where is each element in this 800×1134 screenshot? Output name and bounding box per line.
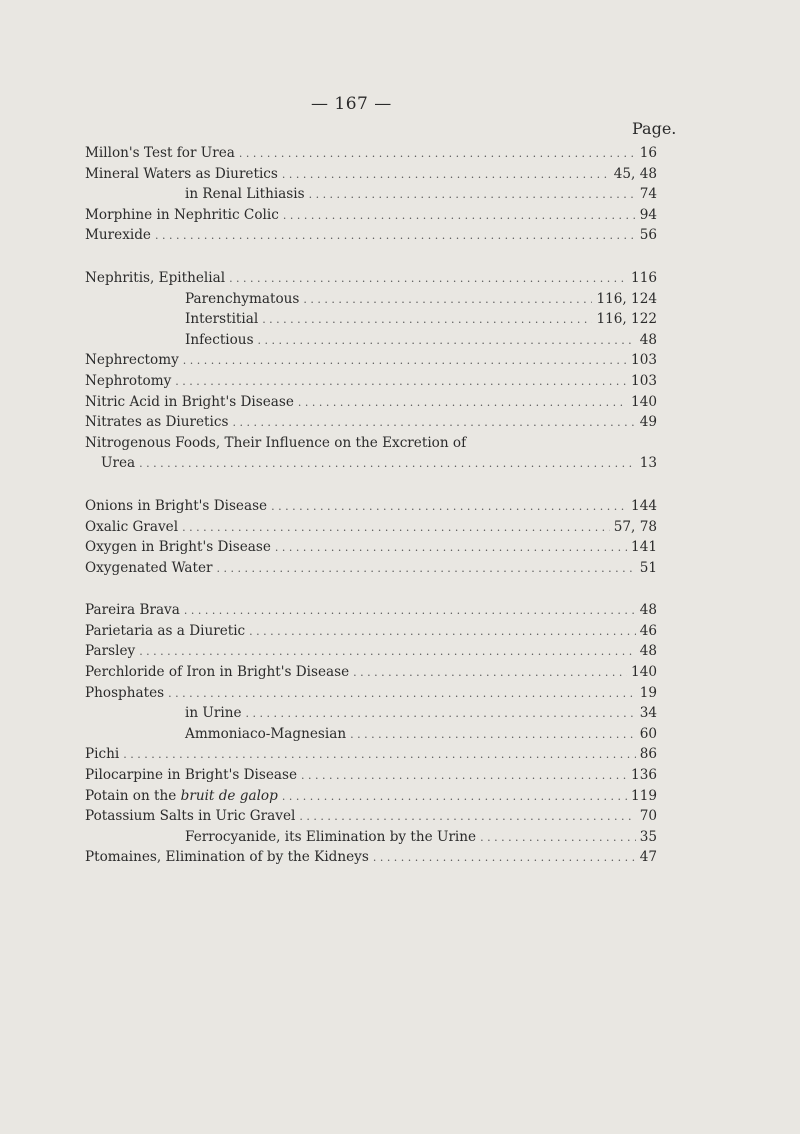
dot-leader (183, 351, 627, 372)
entry-pages: 56 (639, 227, 657, 244)
entry-label: Oxygenated Water (85, 559, 213, 576)
index-entry (85, 412, 657, 433)
group-spacer (85, 246, 657, 268)
index-entry (85, 724, 657, 745)
dot-leader (182, 518, 610, 539)
index-entry (85, 847, 657, 868)
entry-label: Pichi (85, 746, 120, 763)
entry-pages: 13 (639, 455, 657, 472)
entry-label: Pareira Brava (85, 602, 180, 619)
index-entry (85, 537, 657, 558)
entry-pages: 140 (631, 664, 657, 681)
entry-label: Nitrogenous Foods, Their Influence on the Excretion of (85, 434, 467, 451)
index-entry (85, 453, 657, 474)
index-entry (85, 309, 657, 330)
entry-pages: 116, 122 (596, 311, 657, 328)
entry-label: Ferrocyanide, its Elimination by the Urine (185, 828, 477, 845)
entry-pages: 94 (639, 206, 657, 223)
index-entry (85, 558, 657, 579)
index-entry (85, 517, 657, 538)
entry-pages: 144 (631, 497, 657, 514)
index-entry (85, 143, 657, 164)
index-entry (85, 164, 657, 185)
index-entry (85, 786, 657, 807)
index-entry (85, 268, 657, 289)
entry-label: Onions in Bright's Disease (85, 497, 268, 514)
entry-label: Oxalic Gravel (85, 518, 179, 535)
entry-label: Nephritis, Epithelial (85, 269, 226, 286)
entry-pages: 119 (631, 787, 657, 804)
index-entry (85, 744, 657, 765)
entry-pages: 47 (639, 849, 657, 866)
dot-leader (229, 269, 627, 290)
entry-label: Nephrotomy (85, 372, 172, 389)
entry-pages: 60 (639, 725, 657, 742)
dot-leader (175, 372, 627, 393)
index-entry (85, 350, 657, 371)
dot-leader (373, 848, 636, 869)
entry-label: Infectious (185, 331, 254, 348)
dot-leader (298, 393, 627, 414)
entry-label: Phosphates (85, 684, 165, 701)
entry-label: Oxygen in Bright's Disease (85, 539, 271, 556)
entry-pages: 51 (639, 559, 657, 576)
index-entry (85, 371, 657, 392)
index-entry (85, 289, 657, 310)
entry-label: Murexide (85, 227, 151, 244)
entry-label: Pilocarpine in Bright's Disease (85, 767, 298, 784)
dot-leader (168, 684, 636, 705)
entry-pages: 116, 124 (596, 290, 657, 307)
entry-label: Nitrates as Diuretics (85, 414, 229, 431)
entry-pages: 57, 78 (613, 518, 657, 535)
index-entry (85, 806, 657, 827)
dot-leader (275, 538, 627, 559)
index-entry (85, 662, 657, 683)
index-entry (85, 433, 657, 454)
index-entry (85, 225, 657, 246)
entry-label: Morphine in Nephritic Colic (85, 206, 279, 223)
index-entries (85, 143, 657, 868)
entry-pages: 35 (639, 828, 657, 845)
entry-pages: 16 (639, 145, 657, 161)
index-entry (85, 641, 657, 662)
entry-pages: 48 (639, 331, 657, 348)
entry-label: Potain on the bruit de galop (85, 787, 278, 804)
dot-leader (282, 165, 610, 186)
entry-pages: 141 (631, 539, 657, 556)
dot-leader (184, 601, 636, 622)
dot-leader (301, 766, 627, 787)
entry-pages: 70 (639, 808, 657, 825)
dot-leader (480, 828, 636, 849)
entry-pages: 48 (639, 602, 657, 619)
dot-leader (353, 663, 627, 684)
index-entry (85, 621, 657, 642)
dot-leader (155, 226, 636, 247)
entry-pages: 116 (631, 269, 657, 286)
entry-label: Urea (101, 455, 136, 472)
index-entry (85, 765, 657, 786)
dot-leader (139, 454, 636, 475)
index-entry (85, 184, 657, 205)
dot-leader (139, 642, 636, 663)
dot-leader (246, 704, 636, 725)
dot-leader (232, 413, 635, 434)
entry-pages: 48 (639, 643, 657, 660)
index-entry (85, 496, 657, 517)
entry-pages: 103 (631, 372, 657, 389)
entry-label: Nephrectomy (85, 352, 179, 369)
dot-leader (350, 725, 636, 746)
entry-pages: 46 (639, 622, 657, 639)
entry-pages: 74 (639, 186, 657, 203)
dot-leader (309, 185, 636, 206)
entry-pages: 34 (639, 705, 657, 722)
entry-label: in Renal Lithiasis (185, 186, 305, 203)
entry-label: in Urine (185, 705, 242, 722)
page-number: — 167 — (311, 94, 392, 114)
dot-leader (299, 807, 635, 828)
entry-pages: 19 (639, 684, 657, 701)
entry-label: Parsley (85, 643, 136, 660)
dot-leader (283, 206, 636, 227)
entry-label: Mineral Waters as Diuretics (85, 165, 278, 182)
entry-label: Parenchymatous (185, 290, 300, 307)
index-entry (85, 827, 657, 848)
group-spacer (85, 578, 657, 600)
entry-pages: 103 (631, 352, 657, 369)
entry-pages: 49 (639, 414, 657, 431)
entry-pages: 136 (631, 767, 657, 784)
index-entry (85, 205, 657, 226)
entry-label: Millon's Test for Urea (85, 145, 235, 161)
dot-leader (249, 622, 636, 643)
page-column-heading: Page. (632, 119, 677, 138)
dot-leader (239, 144, 636, 165)
group-spacer (85, 474, 657, 496)
entry-pages: 45, 48 (613, 165, 657, 182)
entry-label: Potassium Salts in Uric Gravel (85, 808, 296, 825)
entry-label: Ptomaines, Elimination of by the Kidneys (85, 849, 369, 866)
index-entry (85, 600, 657, 621)
index-entry (85, 683, 657, 704)
dot-leader (271, 497, 627, 518)
dot-leader (217, 559, 636, 580)
dot-leader (303, 290, 592, 311)
index-entry (85, 703, 657, 724)
entry-label: Parietaria as a Diuretic (85, 622, 246, 639)
entry-label: Ammoniaco-Magnesian (185, 725, 347, 742)
entry-label: Perchloride of Iron in Bright's Disease (85, 664, 350, 681)
dot-leader (123, 745, 635, 766)
entry-pages: 140 (631, 393, 657, 410)
index-entry (85, 392, 657, 413)
dot-leader (258, 331, 636, 352)
entry-label: Nitric Acid in Bright's Disease (85, 393, 294, 410)
entry-label: Interstitial (185, 311, 259, 328)
dot-leader (282, 787, 627, 808)
entry-pages: 86 (639, 746, 657, 763)
dot-leader (262, 310, 592, 331)
index-entry (85, 330, 657, 351)
